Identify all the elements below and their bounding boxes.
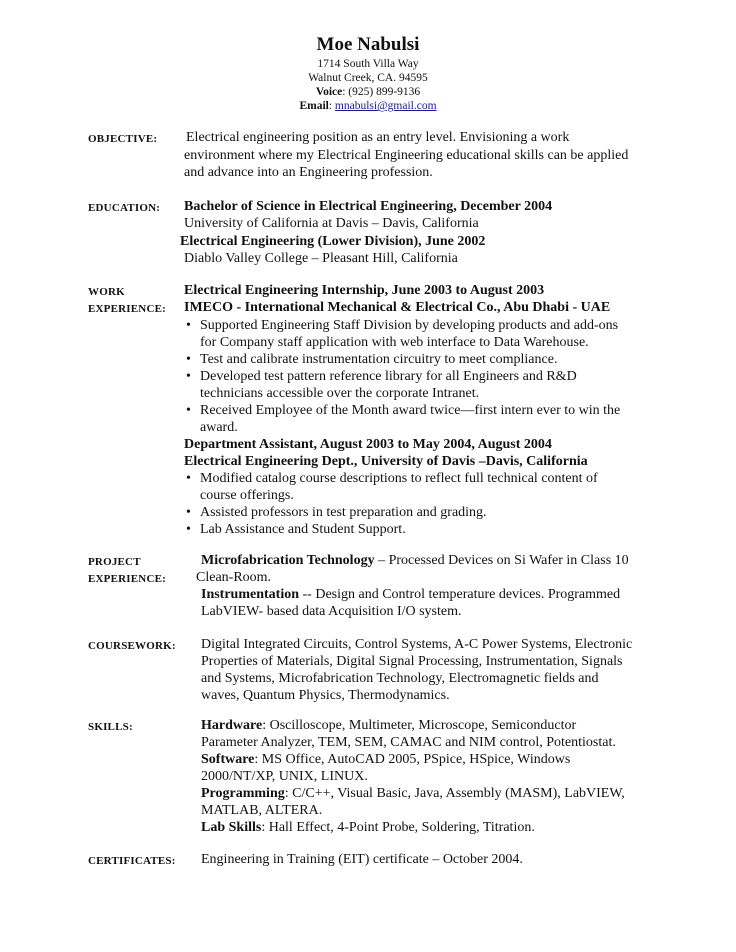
lab-skills-list: : Hall Effect, 4-Point Probe, Soldering, Titration. bbox=[261, 820, 535, 835]
coursework-line-3: and Systems, Microfabrication Technology, Electromagnetic fields and bbox=[201, 671, 599, 686]
project-1-desc: – Processed Devices on Si Wafer in Class 10 bbox=[374, 553, 629, 568]
project-1-line-1 bbox=[201, 552, 629, 569]
skills-lab bbox=[201, 819, 535, 836]
job-2-bullet-1b: course offerings. bbox=[200, 488, 294, 503]
project-2-line-2: LabVIEW- based data Acquisition I/O system. bbox=[201, 604, 462, 619]
skills-programming-1 bbox=[201, 785, 625, 802]
voice-number: : (925) 899-9136 bbox=[342, 86, 421, 98]
programming-list-1: : C/C++, Visual Basic, Java, Assembly (MASM), LabVIEW, bbox=[284, 786, 625, 801]
phone-line bbox=[0, 86, 736, 98]
job-1-bullet-3b: technicians accessible over the corporate Intranet. bbox=[200, 386, 480, 401]
coursework-line-2: Properties of Materials, Digital Signal Processing, Instrumentation, Signals bbox=[201, 654, 623, 669]
objective-line-1: Electrical engineering position as an entry level. Envisioning a work bbox=[186, 130, 570, 145]
bullet-icon: • bbox=[186, 471, 191, 486]
bullet-icon: • bbox=[186, 522, 191, 537]
job-1-bullet-2: Test and calibrate instrumentation circuitry to meet compliance. bbox=[200, 352, 558, 367]
job-1-bullet-1b: for Company staff application with web interface to Data Warehouse. bbox=[200, 335, 589, 350]
project-1-line-2: Clean-Room. bbox=[196, 570, 272, 585]
lab-skills-label: Lab Skills bbox=[201, 820, 262, 835]
skills-software-1 bbox=[201, 751, 570, 768]
job-1-bullet-4a: Received Employee of the Month award twice—first intern ever to win the bbox=[200, 403, 621, 418]
project-label-2: EXPERIENCE: bbox=[88, 573, 166, 585]
skills-software-2: 2000/NT/XP, UNIX, LINUX. bbox=[201, 769, 368, 784]
certificate-text: Engineering in Training (EIT) certificate – October 2004. bbox=[201, 852, 523, 867]
email-sep: : bbox=[328, 100, 335, 112]
project-2-line-1 bbox=[201, 586, 620, 603]
skills-hardware-1 bbox=[201, 717, 576, 734]
job-1-company: IMECO - International Mechanical & Electrical Co., Abu Dhabi - UAE bbox=[184, 300, 611, 315]
job-2-bullet-3: Lab Assistance and Student Support. bbox=[200, 522, 406, 537]
coursework-label: COURSEWORK: bbox=[88, 640, 176, 652]
education-label: EDUCATION: bbox=[88, 202, 161, 214]
bullet-icon: • bbox=[186, 318, 191, 333]
objective-line-3: and advance into an Engineering profession. bbox=[184, 165, 433, 180]
job-1-title: Electrical Engineering Internship, June 2003 to August 2003 bbox=[184, 283, 545, 298]
project-2-title: Instrumentation bbox=[201, 587, 300, 602]
voice-label: Voice bbox=[315, 86, 343, 98]
job-1-bullet-3a: Developed test pattern reference library for all Engineers and R&D bbox=[200, 369, 577, 384]
coursework-line-1: Digital Integrated Circuits, Control Systems, A-C Power Systems, Electronic bbox=[201, 637, 633, 652]
hardware-list-1: : Oscilloscope, Multimeter, Microscope, Semiconductor bbox=[262, 718, 577, 733]
bullet-icon: • bbox=[186, 403, 191, 418]
job-2-bullet-1a: Modified catalog course descriptions to reflect full technical content of bbox=[200, 471, 598, 486]
school-1: University of California at Davis – Davis, California bbox=[184, 216, 479, 231]
address-city: Walnut Creek, CA. 94595 bbox=[308, 72, 428, 84]
objective-line-2: environment where my Electrical Engineering educational skills can be applied bbox=[184, 148, 629, 163]
email-link[interactable]: mnabulsi@gmail.com bbox=[334, 100, 437, 112]
certificates-label: CERTIFICATES: bbox=[88, 855, 176, 867]
job-2-title: Department Assistant, August 2003 to May 2004, August 2004 bbox=[184, 437, 552, 452]
bullet-icon: • bbox=[186, 352, 191, 367]
bullet-icon: • bbox=[186, 369, 191, 384]
bullet-icon: • bbox=[186, 505, 191, 520]
job-2-bullet-2: Assisted professors in test preparation and grading. bbox=[200, 505, 487, 520]
job-1-bullet-1a: Supported Engineering Staff Division by developing products and add-ons bbox=[200, 318, 619, 333]
coursework-line-4: waves, Quantum Physics, Thermodynamics. bbox=[201, 688, 450, 703]
skills-label: SKILLS: bbox=[88, 721, 133, 733]
software-label: Software bbox=[201, 752, 255, 767]
skills-hardware-2: Parameter Analyzer, TEM, SEM, CAMAC and NIM control, Potentiostat. bbox=[201, 735, 616, 750]
degree-1: Bachelor of Science in Electrical Engineering, December 2004 bbox=[184, 199, 553, 214]
work-label-1: WORK bbox=[88, 286, 125, 298]
job-2-company: Electrical Engineering Dept., University of Davis –Davis, California bbox=[184, 454, 588, 469]
address-street: 1714 South Villa Way bbox=[317, 58, 419, 70]
work-label-2: EXPERIENCE: bbox=[88, 303, 166, 315]
school-2: Diablo Valley College – Pleasant Hill, California bbox=[184, 251, 458, 266]
job-1-bullet-4b: award. bbox=[200, 420, 238, 435]
email-line bbox=[0, 100, 736, 112]
project-2-desc: -- Design and Control temperature devices. Programmed bbox=[299, 587, 621, 602]
project-label-1: PROJECT bbox=[88, 556, 141, 568]
hardware-label: Hardware bbox=[201, 718, 263, 733]
skills-programming-2: MATLAB, ALTERA. bbox=[201, 803, 323, 818]
objective-label: OBJECTIVE: bbox=[88, 133, 158, 145]
software-list-1: : MS Office, AutoCAD 2005, PSpice, HSpice, Windows bbox=[254, 752, 571, 767]
programming-label: Programming bbox=[201, 786, 285, 801]
email-label: Email bbox=[299, 100, 329, 112]
resume-name: Moe Nabulsi bbox=[316, 34, 420, 55]
degree-2: Electrical Engineering (Lower Division), June 2002 bbox=[180, 234, 486, 249]
project-1-title: Microfabrication Technology bbox=[201, 553, 375, 568]
